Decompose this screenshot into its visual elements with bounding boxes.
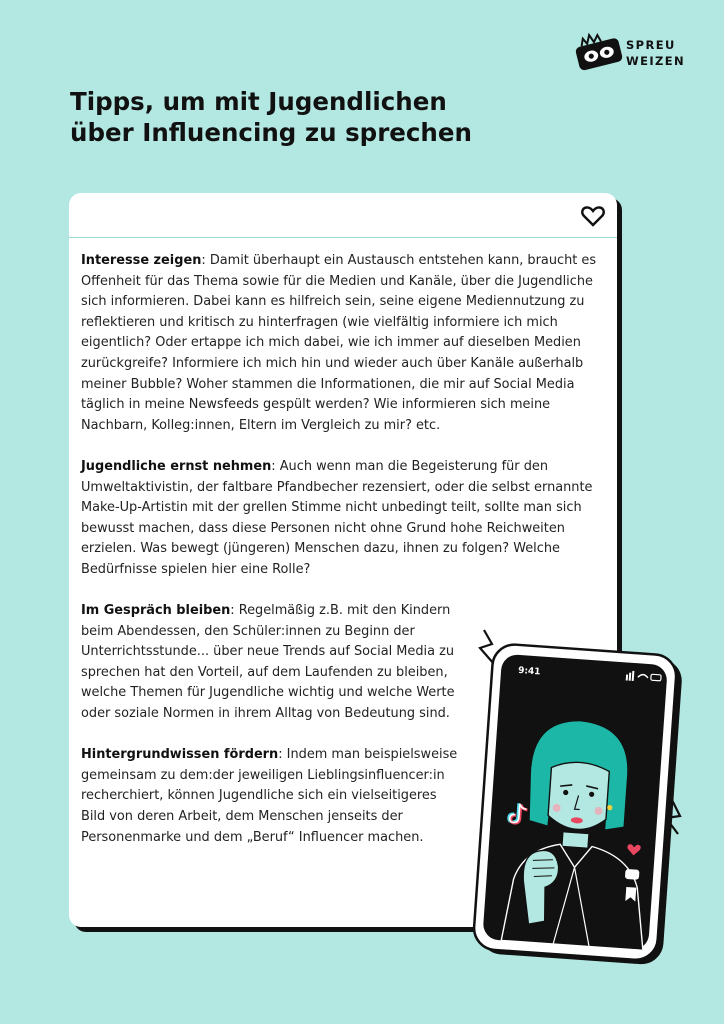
brand-line-1: SPREU — [626, 38, 676, 52]
lightning-icon — [480, 630, 494, 664]
tip-heading: Interesse zeigen — [81, 253, 202, 268]
phone-time: 9:41 — [517, 665, 541, 678]
brand-line-2: WEIZEN — [626, 54, 686, 68]
tip-paragraph — [81, 251, 611, 436]
eye-logo-icon — [574, 26, 626, 78]
tip-text: : Indem man beispielsweise gemeinsam zu dem:der jeweiligen Lieblingsinfluencer:in recherchiert, können Jugendliche sich ein vielseitigeres Bild von deren Arbeit, dem Menschen jenseits der Personenmarke und dem „Beruf“ Influencer machen. — [81, 747, 458, 845]
tip-heading: Im Gespräch bleiben — [81, 603, 231, 619]
tip-heading: Jugendliche ernst nehmen — [81, 458, 272, 474]
tip-text: : Regelmäßig z.B. mit den Kindern beim Abendessen, den Schüler:innen zu Beginn der Unterrichtsstunde... über neue Trends auf Social Media zu sprechen hat den Vorteil, auf dem Laufenden zu bleiben, welche Themen für Jugendliche wichtig und welche Werte oder soziale Normen in ihrem Alltag von Bedeutung sind. — [81, 603, 455, 722]
tip-paragraph — [81, 601, 459, 725]
tip-paragraph — [81, 745, 459, 848]
tip-paragraph — [81, 457, 611, 581]
heart-outline-icon[interactable] — [581, 205, 605, 227]
page-title-line-1: Tipps, um mit Jugendlichen — [70, 87, 447, 116]
comment-icon — [625, 869, 640, 880]
tip-heading: Hintergrundwissen fördern — [81, 747, 279, 763]
page-title — [70, 86, 630, 148]
page-title-line-2: über Influencing zu sprechen — [70, 118, 472, 147]
tip-text: : Damit überhaupt ein Austausch entstehen kann, braucht es Offenheit für das Thema sowie für die Medien und Kanäle, über die Jugendliche sich informieren. Dabei kann es hilfreich sein, seine eigene Mediennutzung zu reflektieren und kritisch zu hinterfragen (wie vielfältig informiere ich mich eigentlich? Oder ertappe ich mich dabei, wie ich immer auf dieselben Medien zurückgreife? Informiere ich mich hin und wieder auch über Kanäle außerhalb meiner Bubble? Woher stammen die Informationen, die mir auf Social Media täglich in meine Newsfeeds gespült werden? Wie informieren sich meine Nachbarn, Kolleg:innen, Eltern im Vergleich zu mir? etc. — [81, 253, 597, 433]
tip-text: : Auch wenn man die Begeisterung für den Umweltaktivistin, der faltbare Pfandbecher rezensiert, oder die selbst ernannte Make-Up-Artistin mit der grellen Stimme nicht unbedingt teilt, sollte man sich bewusst machen, dass diese Personen nicht ohne Grund hohe Reichweiten erzielen. Was bewegt (jüngeren) Menschen dazu, ihnen zu folgen? Welche Bedürfnisse spielen hier eine Rolle? — [81, 458, 593, 577]
phone-illustration — [466, 628, 702, 974]
brand-wordmark — [626, 37, 685, 69]
brand-logo — [574, 26, 694, 78]
card-header — [69, 193, 617, 238]
